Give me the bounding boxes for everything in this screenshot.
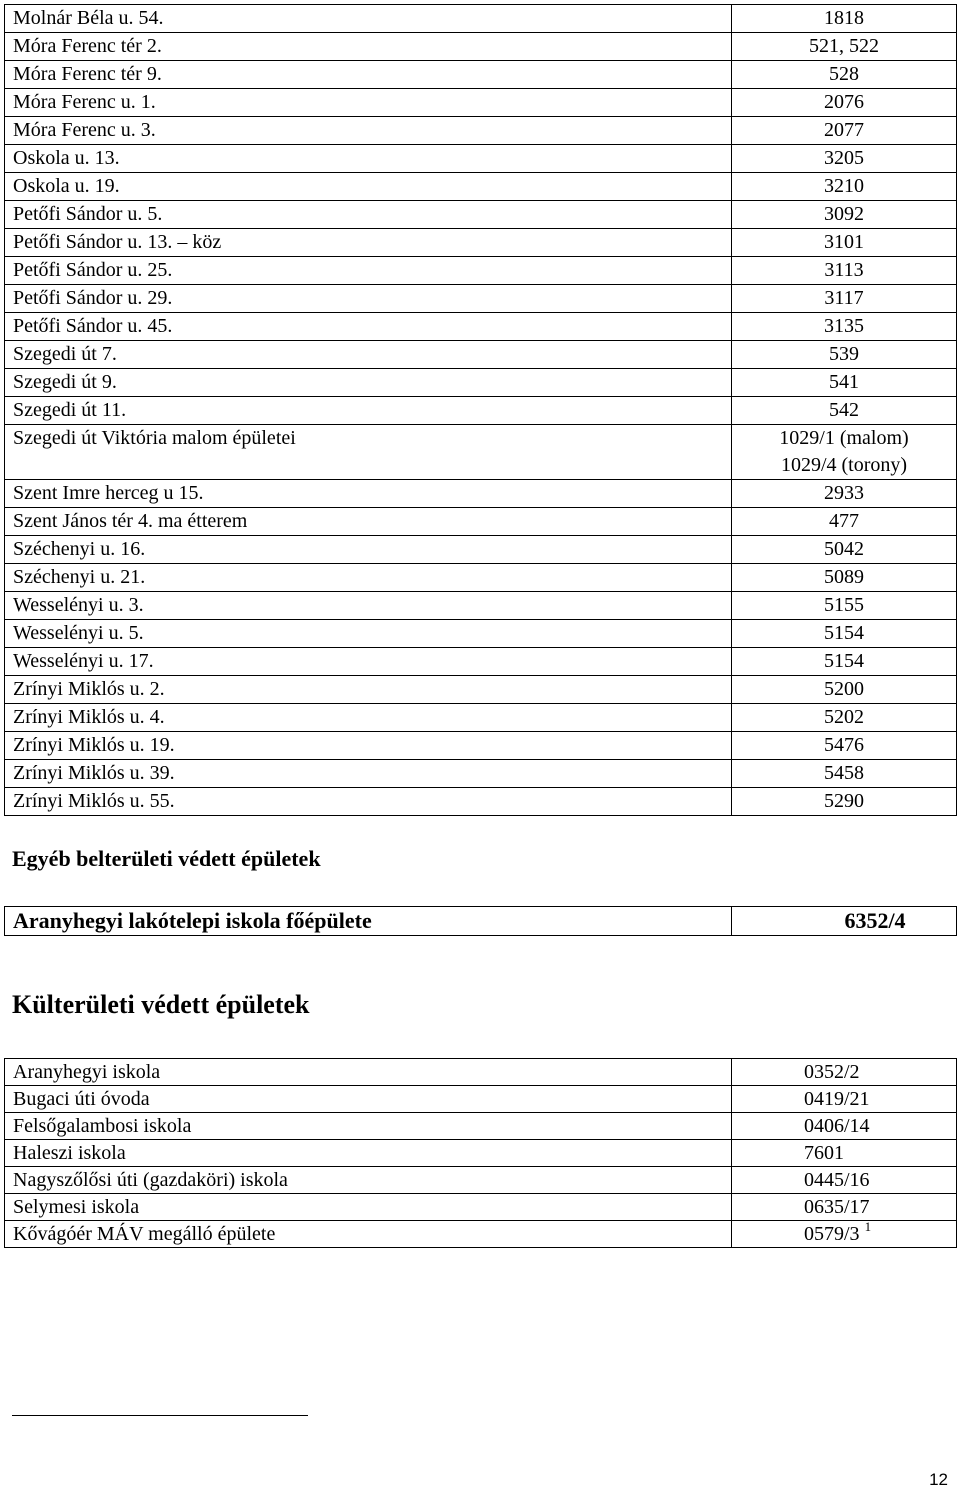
lot-number-cell xyxy=(732,480,957,508)
lot-number-text: 539 xyxy=(829,343,859,365)
table-row xyxy=(5,61,957,89)
lot-number-cell xyxy=(732,536,957,564)
table-row xyxy=(5,907,957,936)
table-row xyxy=(5,33,957,61)
outer-area-table xyxy=(4,1058,957,1248)
table-row xyxy=(5,536,957,564)
address-cell: Zrínyi Miklós u. 4. xyxy=(5,704,732,732)
address-cell: Szent Imre herceg u 15. xyxy=(5,480,732,508)
lot-number-cell: 6352/4 xyxy=(732,907,957,936)
lot-number-text: 542 xyxy=(829,399,859,421)
table-row xyxy=(5,89,957,117)
address-cell: Zrínyi Miklós u. 19. xyxy=(5,732,732,760)
lot-number-cell xyxy=(732,760,957,788)
address-cell: Petőfi Sándor u. 45. xyxy=(5,313,732,341)
lot-number-text: 7601 xyxy=(804,1142,844,1164)
lot-number-text: 5042 xyxy=(824,538,864,560)
table-row xyxy=(5,425,957,480)
table-row xyxy=(5,1113,957,1140)
address-cell: Petőfi Sándor u. 13. – köz xyxy=(5,229,732,257)
address-cell: Zrínyi Miklós u. 2. xyxy=(5,676,732,704)
lot-number-cell xyxy=(732,788,957,816)
lot-number-cell xyxy=(732,1086,957,1113)
lot-number-cell xyxy=(732,313,957,341)
lot-number-cell xyxy=(732,341,957,369)
table-row xyxy=(5,592,957,620)
building-name-cell: Nagyszőlősi úti (gazdaköri) iskola xyxy=(5,1167,732,1194)
lot-number-cell xyxy=(732,173,957,201)
table-row xyxy=(5,676,957,704)
address-cell: Zrínyi Miklós u. 55. xyxy=(5,788,732,816)
footnote-separator xyxy=(12,1415,308,1416)
table-row xyxy=(5,5,957,33)
lot-number-text: 0445/16 xyxy=(804,1169,870,1191)
table-row xyxy=(5,508,957,536)
lot-number-line: 1029/4 (torony) xyxy=(780,454,908,476)
address-cell: Szegedi út 11. xyxy=(5,397,732,425)
building-name-cell: Aranyhegyi iskola xyxy=(5,1059,732,1086)
address-cell: Petőfi Sándor u. 5. xyxy=(5,201,732,229)
address-cell: Wesselényi u. 17. xyxy=(5,648,732,676)
lot-number-text: 0579/3 xyxy=(804,1223,860,1245)
footnote-mark[interactable]: 1 xyxy=(864,1219,872,1234)
lot-number-cell xyxy=(732,620,957,648)
lot-number-text: 3113 xyxy=(824,259,864,281)
inner-area-other-table xyxy=(4,906,957,936)
address-cell: Petőfi Sándor u. 29. xyxy=(5,285,732,313)
section-heading-outer-area: Külterületi védett épületek xyxy=(12,990,310,1019)
building-name-cell: Bugaci úti óvoda xyxy=(5,1086,732,1113)
lot-number-text: 5154 xyxy=(824,650,864,672)
lot-number-cell xyxy=(732,1140,957,1167)
lot-number-text: 541 xyxy=(829,371,859,393)
address-cell: Wesselényi u. 5. xyxy=(5,620,732,648)
lot-number-text: 3135 xyxy=(824,315,864,337)
lot-number-cell xyxy=(732,1113,957,1140)
address-cell: Molnár Béla u. 54. xyxy=(5,5,732,33)
building-name-cell: Felsőgalambosi iskola xyxy=(5,1113,732,1140)
table-row xyxy=(5,313,957,341)
lot-number-text: 5155 xyxy=(824,594,864,616)
table-row xyxy=(5,1167,957,1194)
table-row xyxy=(5,648,957,676)
lot-number-line: 1029/1 (malom) xyxy=(779,427,909,449)
table-row xyxy=(5,229,957,257)
lot-number-text: 0635/17 xyxy=(804,1196,870,1218)
table-row xyxy=(5,760,957,788)
lot-number-text: 5290 xyxy=(824,790,864,812)
table-row xyxy=(5,201,957,229)
table-row xyxy=(5,1086,957,1113)
address-cell: Szegedi út 9. xyxy=(5,369,732,397)
lot-number-cell xyxy=(732,648,957,676)
lot-number-text: 5154 xyxy=(824,622,864,644)
lot-number-text: 2076 xyxy=(824,91,864,113)
table-row xyxy=(5,480,957,508)
lot-number-text: 521, 522 xyxy=(809,35,879,57)
table-row xyxy=(5,704,957,732)
lot-number-cell xyxy=(732,145,957,173)
building-name-cell: Kővágóér MÁV megálló épülete xyxy=(5,1221,732,1248)
lot-number-text: 5200 xyxy=(824,678,864,700)
lot-number-cell xyxy=(732,5,957,33)
lot-number-text: 5458 xyxy=(824,762,864,784)
table-row xyxy=(5,257,957,285)
lot-number-cell xyxy=(732,1194,957,1221)
lot-number-cell xyxy=(732,285,957,313)
address-cell: Széchenyi u. 16. xyxy=(5,536,732,564)
table-row xyxy=(5,1140,957,1167)
table-row xyxy=(5,369,957,397)
lot-number-cell xyxy=(732,592,957,620)
table-row xyxy=(5,1221,957,1248)
lot-number-text: 3205 xyxy=(824,147,864,169)
lot-number-cell xyxy=(732,1167,957,1194)
table-row xyxy=(5,732,957,760)
lot-number-cell xyxy=(732,369,957,397)
table-row xyxy=(5,1194,957,1221)
lot-number-cell xyxy=(732,201,957,229)
lot-number-cell xyxy=(732,257,957,285)
lot-number-cell xyxy=(732,33,957,61)
building-name-cell: Selymesi iskola xyxy=(5,1194,732,1221)
lot-number-cell xyxy=(732,117,957,145)
lot-number-text: 2933 xyxy=(824,482,864,504)
address-cell: Petőfi Sándor u. 25. xyxy=(5,257,732,285)
table-row xyxy=(5,620,957,648)
lot-number-cell xyxy=(732,61,957,89)
table-row xyxy=(5,788,957,816)
table-row xyxy=(5,173,957,201)
lot-number-text: 2077 xyxy=(824,119,864,141)
address-cell: Szegedi út Viktória malom épületei xyxy=(5,425,732,480)
lot-number-text: 3101 xyxy=(824,231,864,253)
lot-number-text: 3210 xyxy=(824,175,864,197)
table-row xyxy=(5,285,957,313)
building-name-cell: Aranyhegyi lakótelepi iskola főépülete xyxy=(5,907,732,936)
table-row xyxy=(5,397,957,425)
lot-number-text: 5476 xyxy=(824,734,864,756)
lot-number-text: 0419/21 xyxy=(804,1088,870,1110)
address-cell: Móra Ferenc tér 2. xyxy=(5,33,732,61)
protected-buildings-table xyxy=(4,4,957,816)
lot-number-text: 0406/14 xyxy=(804,1115,870,1137)
address-cell: Oskola u. 13. xyxy=(5,145,732,173)
lot-number-cell xyxy=(732,732,957,760)
lot-number-cell xyxy=(732,564,957,592)
lot-number-cell xyxy=(732,1059,957,1086)
lot-number-cell xyxy=(732,676,957,704)
lot-number-cell xyxy=(732,89,957,117)
lot-number-text: 3117 xyxy=(824,287,864,309)
address-cell: Szegedi út 7. xyxy=(5,341,732,369)
address-cell: Móra Ferenc u. 3. xyxy=(5,117,732,145)
address-cell: Széchenyi u. 21. xyxy=(5,564,732,592)
lot-number-text: 3092 xyxy=(824,203,864,225)
lot-number-text: 5202 xyxy=(824,706,864,728)
table-row xyxy=(5,1059,957,1086)
page-number: 12 xyxy=(929,1470,948,1489)
table-row xyxy=(5,564,957,592)
building-name-cell: Haleszi iskola xyxy=(5,1140,732,1167)
lot-number-cell xyxy=(732,229,957,257)
section-heading-inner-area: Egyéb belterületi védett épületek xyxy=(12,846,321,871)
table-row xyxy=(5,117,957,145)
address-cell: Szent János tér 4. ma étterem xyxy=(5,508,732,536)
lot-number-cell xyxy=(732,425,957,480)
table-row xyxy=(5,145,957,173)
lot-number-text: 528 xyxy=(829,63,859,85)
lot-number-text: 477 xyxy=(829,510,859,532)
lot-number-cell xyxy=(732,397,957,425)
lot-number-cell xyxy=(732,1221,957,1248)
address-cell: Wesselényi u. 3. xyxy=(5,592,732,620)
lot-number-cell xyxy=(732,508,957,536)
address-cell: Oskola u. 19. xyxy=(5,173,732,201)
table-row xyxy=(5,341,957,369)
address-cell: Móra Ferenc tér 9. xyxy=(5,61,732,89)
lot-number-text: 5089 xyxy=(824,566,864,588)
lot-number-text: 1818 xyxy=(824,7,864,29)
address-cell: Móra Ferenc u. 1. xyxy=(5,89,732,117)
lot-number-text: 0352/2 xyxy=(804,1061,860,1083)
address-cell: Zrínyi Miklós u. 39. xyxy=(5,760,732,788)
lot-number-cell xyxy=(732,704,957,732)
